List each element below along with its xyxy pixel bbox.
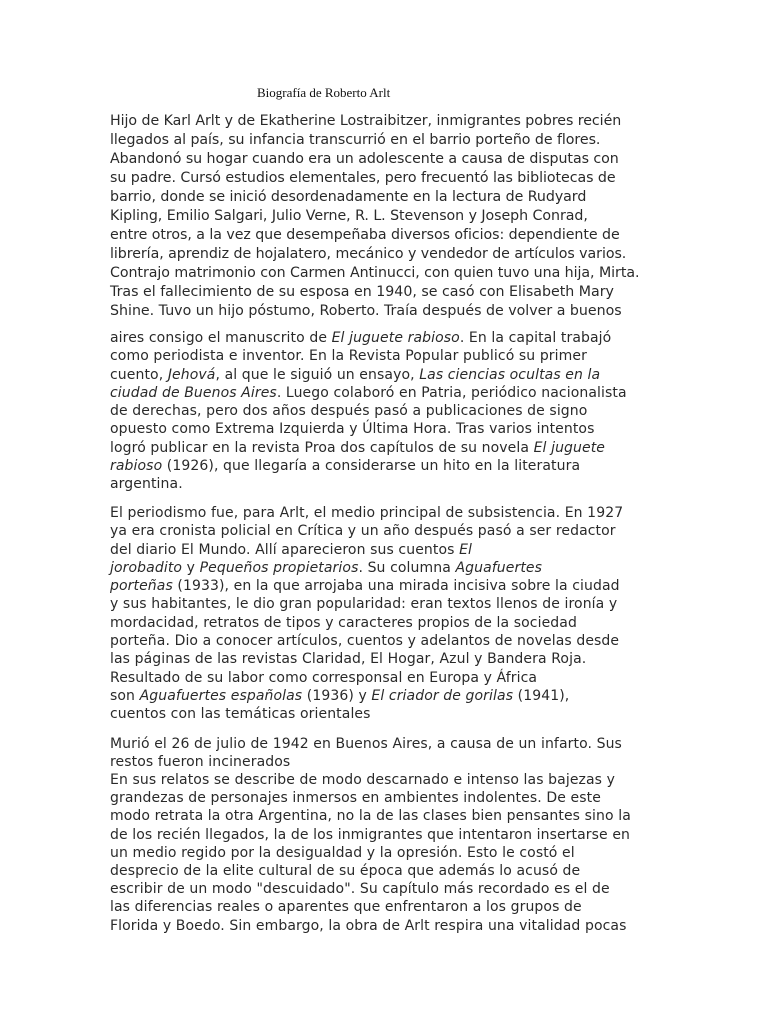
work-title: El <box>459 541 473 558</box>
text-line: Florida y Boedo. Sin embargo, la obra de Arlt respira una vitalidad pocas <box>110 917 627 934</box>
text-line: Kipling, Emilio Salgari, Julio Verne, R. L. Stevenson y Joseph Conrad, <box>110 208 588 224</box>
text-run: logró publicar en la revista Proa dos capítulos de su novela <box>110 439 534 456</box>
work-title: ciudad de Buenos Aires <box>110 384 277 401</box>
text-line: las diferencias reales o aparentes que enfrentaron a los grupos de <box>110 899 582 916</box>
text-line: Murió el 26 de julio de 1942 en Buenos Aires, a causa de un infarto. Sus <box>110 736 622 752</box>
text-line: Shine. Tuvo un hijo póstumo, Roberto. Traía después de volver a buenos <box>110 303 622 319</box>
text-line <box>110 541 658 559</box>
text-run: son <box>110 687 140 704</box>
text-run: (1933), en la que arrojaba una mirada incisiva sobre la ciudad <box>172 578 620 595</box>
paragraph-childhood <box>110 112 658 283</box>
text-run: , al que le siguió un ensayo, <box>215 366 420 383</box>
work-title: porteñas <box>110 578 173 595</box>
text-line <box>110 577 658 595</box>
text-line <box>110 384 658 402</box>
text-line: Hijo de Karl Arlt y de Ekatherine Lostraibitzer, inmigrantes pobres recién <box>110 113 622 129</box>
work-title: El criador de gorilas <box>371 687 514 704</box>
text-line: como periodista e inventor. En la Revista Popular publicó su primer <box>110 348 587 365</box>
text-line: llegados al país, su infancia transcurrió en el barrio porteño de flores. <box>110 132 601 148</box>
text-run: . Su columna <box>358 559 456 576</box>
text-line: Resultado de su labor como corresponsal en Europa y África <box>110 669 538 686</box>
text-line: mordacidad, retratos de tipos y caracteres propios de la sociedad <box>110 614 577 631</box>
work-title: Jehová <box>167 366 216 383</box>
text-line: restos fueron incinerados <box>110 754 291 771</box>
text-line <box>110 439 658 457</box>
paragraph-journalism <box>110 504 658 724</box>
text-line: su padre. Cursó estudios elementales, pero frecuentó las bibliotecas de <box>110 170 616 186</box>
text-line: Contrajo matrimonio con Carmen Antinucci, con quien tuvo una hija, Mirta. <box>110 265 640 281</box>
text-line: modo retrata la otra Argentina, no la de las clases bien pensantes sino la <box>110 808 631 825</box>
text-run: . Luego colaboró en Patria, periódico nacionalista <box>276 384 627 401</box>
text-run: cuento, <box>110 366 168 383</box>
work-title: Las ciencias ocultas en la <box>419 366 601 383</box>
text-run: (1926), que llegaría a considerarse un hito en la literatura <box>162 458 581 475</box>
text-line: librería, aprendiz de hojalatero, mecánico y vendedor de artículos varios. <box>110 246 627 262</box>
text-line: ya era cronista policial en Crítica y un año después pasó a ser redactor <box>110 523 616 540</box>
paragraph-marriage <box>110 283 658 321</box>
text-line: escribir de un modo "descuidado". Su capítulo más recordado es el de <box>110 881 610 898</box>
book-title: rabioso <box>110 458 163 475</box>
text-line: entre otros, a la vez que desempeñaba diversos oficios: dependiente de <box>110 227 620 243</box>
text-line <box>110 366 658 384</box>
work-title: Pequeños propietarios <box>199 559 359 576</box>
text-line: y sus habitantes, le dio gran popularidad: eran textos llenos de ironía y <box>110 596 618 613</box>
text-run: . En la capital trabajó <box>459 330 612 346</box>
text-line: Abandonó su hogar cuando era un adolescente a causa de disputas con <box>110 151 619 167</box>
book-title: El juguete rabioso <box>331 330 460 346</box>
text-line: un medio regido por la desigualdad y la opresión. Esto le costó el <box>110 844 575 861</box>
text-line: Tras el fallecimiento de su esposa en 1940, se casó con Elisabeth Mary <box>110 284 614 300</box>
text-line: las páginas de las revistas Claridad, El Hogar, Azul y Bandera Roja. <box>110 651 587 668</box>
text-run: (1941), <box>513 687 570 704</box>
text-line: desprecio de la elite cultural de su época que además lo acusó de <box>110 863 581 880</box>
text-line <box>110 559 658 577</box>
text-line <box>110 687 658 705</box>
text-run: del diario El Mundo. Allí aparecieron sus cuentos <box>110 541 460 558</box>
text-line: grandezas de personajes inmersos en ambientes indolentes. De este <box>110 790 601 807</box>
text-line: cuentos con las temáticas orientales <box>110 706 371 723</box>
text-line: de derechas, pero dos años después pasó a publicaciones de signo <box>110 403 588 420</box>
text-run: aires consigo el manuscrito de <box>110 330 332 346</box>
paragraph-early-career <box>110 329 658 494</box>
text-line <box>110 457 658 475</box>
document-title: Biografía de Roberto Arlt <box>257 85 391 100</box>
text-run: (1936) y <box>302 687 372 704</box>
text-line <box>110 329 658 347</box>
text-line: de los recién llegados, la de los inmigrantes que intentaron insertarse en <box>110 826 630 843</box>
work-title: jorobadito <box>110 559 183 576</box>
text-line: porteña. Dio a conocer artículos, cuentos y adelantos de novelas desde <box>110 633 620 650</box>
text-line: argentina. <box>110 476 183 493</box>
text-line: En sus relatos se describe de modo descarnado e intenso las bajezas y <box>110 772 615 788</box>
text-line: opuesto como Extrema Izquierda y Última Hora. Tras varios intentos <box>110 421 595 438</box>
book-title: El juguete <box>533 439 606 456</box>
work-title: Aguafuertes españolas <box>139 687 303 704</box>
paragraph-legacy <box>110 771 658 935</box>
text-line: El periodismo fue, para Arlt, el medio principal de subsistencia. En 1927 <box>110 505 624 521</box>
paragraph-death <box>110 735 658 771</box>
text-line: barrio, donde se inició desordenadamente en la lectura de Rudyard <box>110 189 587 205</box>
work-title: Aguafuertes <box>455 559 543 576</box>
text-run: y <box>182 559 200 576</box>
